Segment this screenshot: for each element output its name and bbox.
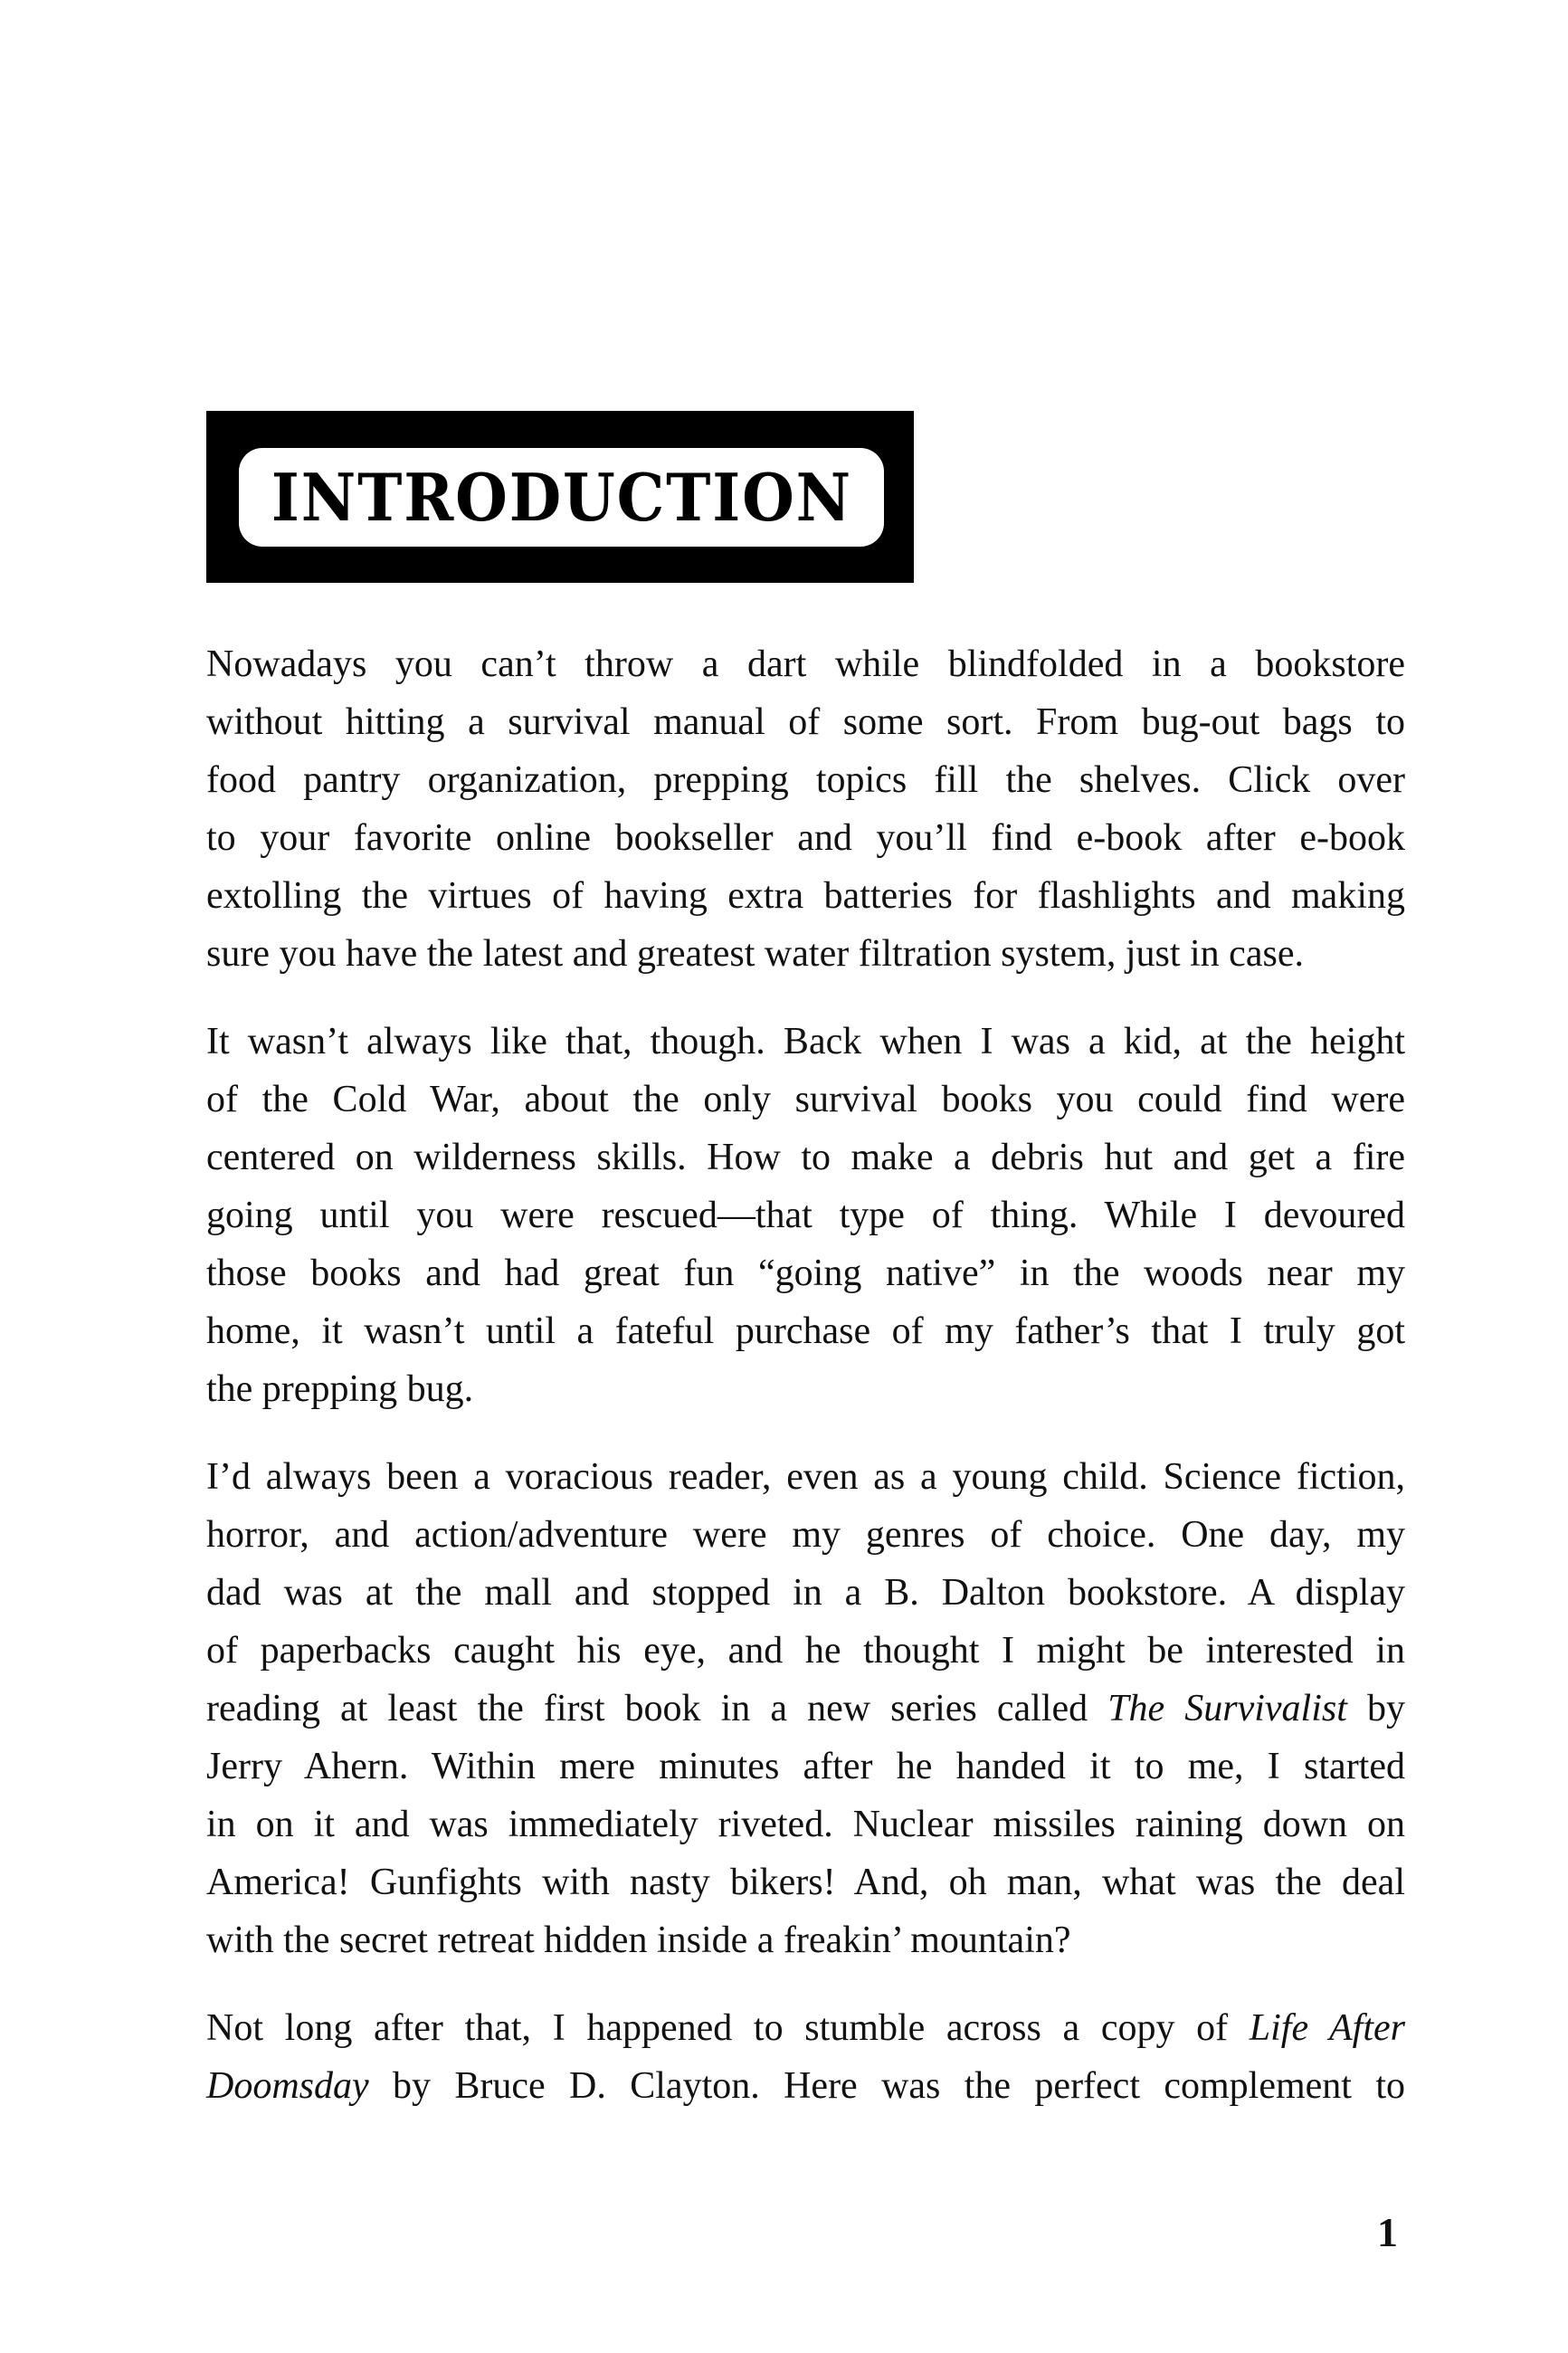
text-line (206, 1506, 1405, 1564)
text-line (206, 693, 1405, 751)
italic-title: Doomsday (206, 2065, 369, 2107)
text-run: horror, and action/adventure were my genres of choice. One day, my (206, 1514, 1405, 1556)
text-run: Jerry Ahern. Within mere minutes after he handed it to me, I started (206, 1746, 1405, 1787)
text-line (206, 1911, 1405, 1969)
text-line (206, 1622, 1405, 1680)
text-run: Not long after that, I happened to stumble across a copy of (206, 2007, 1250, 2049)
text-run: centered on wilderness skills. How to make a debris hut and get a fire (206, 1137, 1405, 1178)
text-line (206, 751, 1405, 809)
text-line (206, 1186, 1405, 1244)
text-run: by Bruce D. Clayton. Here was the perfect complement to (368, 2065, 1405, 2107)
text-line (206, 1680, 1405, 1738)
text-run: America! Gunfights with nasty bikers! And, oh man, what was the deal (206, 1862, 1405, 1903)
chapter-heading-banner (206, 411, 914, 583)
text-line (206, 809, 1405, 867)
text-line (206, 1999, 1405, 2057)
text-run: food pantry organization, prepping topics fill the shelves. Click over (206, 759, 1405, 801)
text-run: of the Cold War, about the only survival books you could find were (206, 1079, 1405, 1120)
text-line (206, 635, 1405, 693)
page-number: 1 (1377, 2209, 1398, 2255)
paragraph (206, 1448, 1405, 1969)
text-run: home, it wasn’t until a fateful purchase of my father’s that I truly got (206, 1310, 1405, 1352)
text-line (206, 1796, 1405, 1853)
chapter-heading-label (239, 448, 884, 547)
text-run: reading at least the first book in a new series called (206, 1688, 1108, 1729)
text-line (206, 2057, 1405, 2115)
text-run: I’d always been a voracious reader, even as a young child. Science fiction, (206, 1456, 1405, 1498)
text-line (206, 1360, 1405, 1418)
text-run: with the secret retreat hidden inside a freakin’ mountain? (206, 1920, 1071, 1961)
body-text (206, 635, 1405, 2145)
text-run: to your favorite online bookseller and you’ll find e-book after e-book (206, 817, 1405, 859)
text-line (206, 1244, 1405, 1302)
text-run: without hitting a survival manual of some sort. From bug-out bags to (206, 701, 1405, 743)
text-line (206, 1853, 1405, 1911)
text-line (206, 1448, 1405, 1506)
text-line (206, 867, 1405, 925)
text-line (206, 1564, 1405, 1622)
italic-title: Life After (1249, 2007, 1405, 2049)
text-line (206, 1129, 1405, 1186)
chapter-title: INTRODUCTION (271, 458, 852, 536)
text-run: Nowadays you can’t throw a dart while blindfolded in a bookstore (206, 643, 1405, 685)
paragraph (206, 1013, 1405, 1418)
paragraph (206, 635, 1405, 983)
text-run: going until you were rescued—that type of thing. While I devoured (206, 1195, 1405, 1236)
text-line (206, 925, 1405, 983)
text-line (206, 1013, 1405, 1071)
text-run: the prepping bug. (206, 1368, 474, 1410)
text-line (206, 1302, 1405, 1360)
text-run: dad was at the mall and stopped in a B. Dalton bookstore. A display (206, 1572, 1405, 1614)
paragraph (206, 1999, 1405, 2115)
text-line (206, 1071, 1405, 1129)
text-run: sure you have the latest and greatest water filtration system, just in case. (206, 933, 1304, 975)
text-run: in on it and was immediately riveted. Nuclear missiles raining down on (206, 1804, 1405, 1845)
text-run: It wasn’t always like that, though. Back when I was a kid, at the height (206, 1021, 1405, 1062)
text-run: of paperbacks caught his eye, and he thought I might be interested in (206, 1630, 1405, 1672)
text-run: extolling the virtues of having extra batteries for flashlights and making (206, 875, 1405, 917)
text-line (206, 1738, 1405, 1796)
text-run: by (1346, 1688, 1405, 1729)
italic-title: The Survivalist (1107, 1688, 1347, 1729)
text-run: those books and had great fun “going native” in the woods near my (206, 1253, 1405, 1294)
